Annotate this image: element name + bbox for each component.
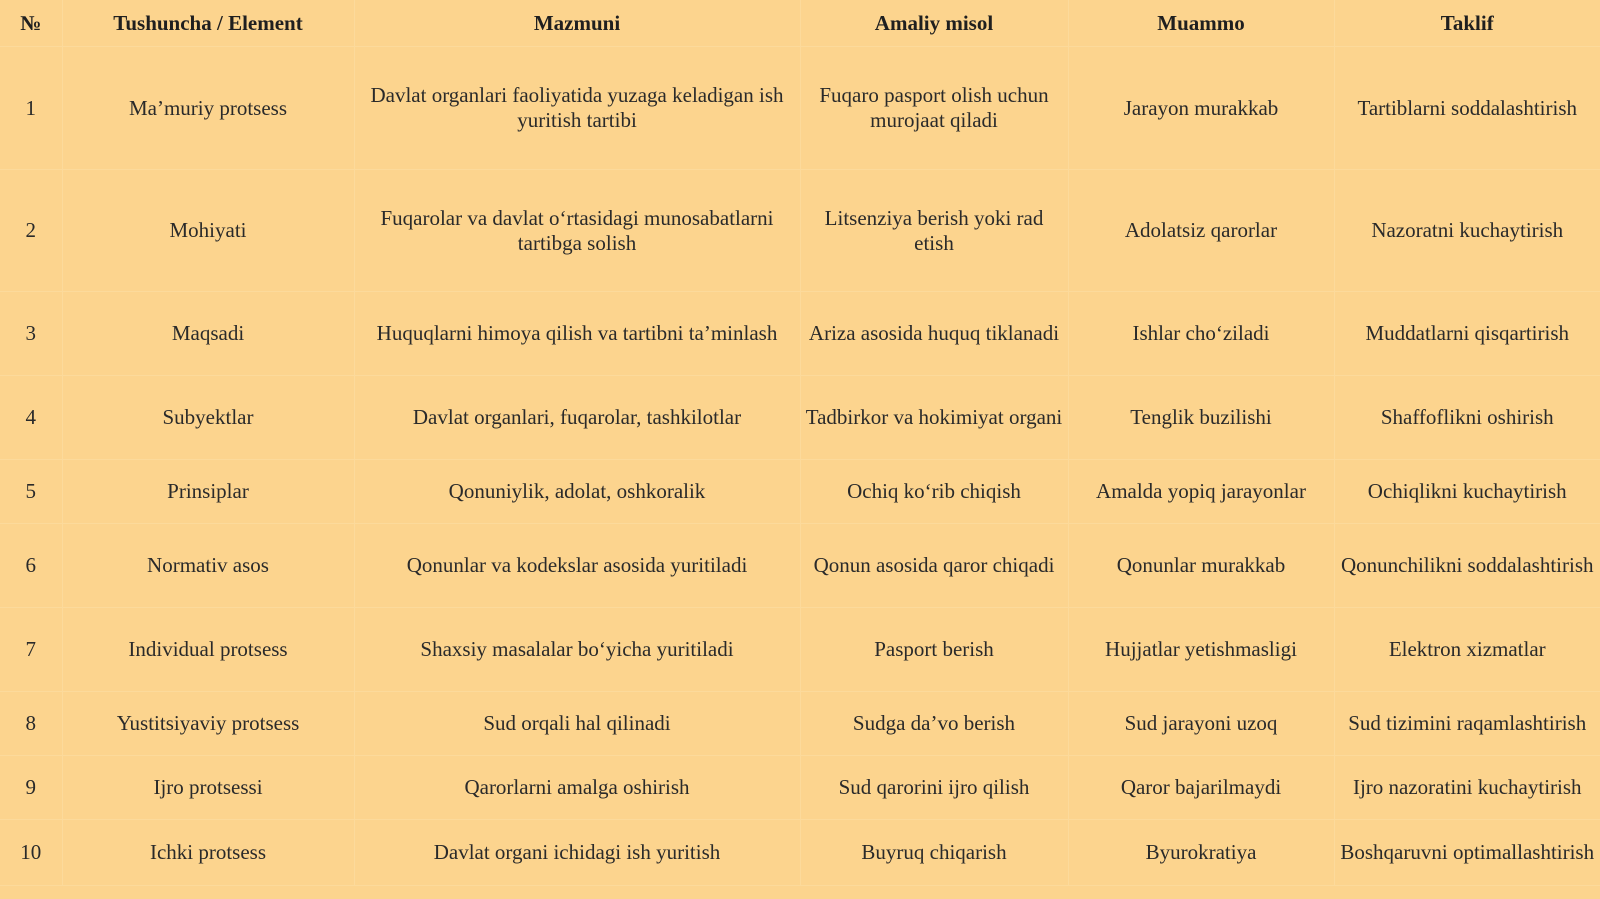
- cell-problem: Hujjatlar yetishmasligi: [1068, 608, 1334, 692]
- column-header-concept: Tushuncha / Element: [62, 0, 354, 47]
- table-row: [0, 692, 1600, 756]
- cell-content: Shaxsiy masalalar bo‘yicha yuritiladi: [354, 608, 800, 692]
- cell-proposal: Muddatlarni qisqartirish: [1334, 292, 1600, 376]
- table-row: [0, 608, 1600, 692]
- cell-number: 6: [0, 524, 62, 608]
- cell-example: Fuqaro pasport olish uchun murojaat qiladi: [800, 47, 1068, 170]
- header-row: [0, 0, 1600, 47]
- cell-content: Sud orqali hal qilinadi: [354, 692, 800, 756]
- cell-content: Huquqlarni himoya qilish va tartibni ta’minlash: [354, 292, 800, 376]
- column-header-example: Amaliy misol: [800, 0, 1068, 47]
- cell-concept: Mohiyati: [62, 170, 354, 292]
- cell-example: Tadbirkor va hokimiyat organi: [800, 376, 1068, 460]
- cell-proposal: Nazoratni kuchaytirish: [1334, 170, 1600, 292]
- cell-proposal: Qonunchilikni soddalashtirish: [1334, 524, 1600, 608]
- cell-content: Davlat organlari faoliyatida yuzaga keladigan ish yuritish tartibi: [354, 47, 800, 170]
- table-row: [0, 524, 1600, 608]
- cell-problem: Adolatsiz qarorlar: [1068, 170, 1334, 292]
- cell-concept: Ma’muriy protsess: [62, 47, 354, 170]
- cell-concept: Ijro protsessi: [62, 756, 354, 820]
- cell-content: Qonuniylik, adolat, oshkoralik: [354, 460, 800, 524]
- cell-number: 3: [0, 292, 62, 376]
- cell-example: Litsenziya berish yoki rad etish: [800, 170, 1068, 292]
- column-header-content: Mazmuni: [354, 0, 800, 47]
- cell-concept: Yustitsiyaviy protsess: [62, 692, 354, 756]
- table-row: [0, 820, 1600, 886]
- column-header-number: №: [0, 0, 62, 47]
- cell-concept: Subyektlar: [62, 376, 354, 460]
- cell-content: Fuqarolar va davlat o‘rtasidagi munosabatlarni tartibga solish: [354, 170, 800, 292]
- cell-number: 7: [0, 608, 62, 692]
- cell-content: Davlat organlari, fuqarolar, tashkilotlar: [354, 376, 800, 460]
- cell-number: 9: [0, 756, 62, 820]
- cell-proposal: Shaffoflikni oshirish: [1334, 376, 1600, 460]
- cell-example: Ariza asosida huquq tiklanadi: [800, 292, 1068, 376]
- cell-proposal: Ijro nazoratini kuchaytirish: [1334, 756, 1600, 820]
- cell-number: 10: [0, 820, 62, 886]
- cell-proposal: Ochiqlikni kuchaytirish: [1334, 460, 1600, 524]
- cell-problem: Sud jarayoni uzoq: [1068, 692, 1334, 756]
- table-row: [0, 460, 1600, 524]
- table-header: [0, 0, 1600, 47]
- cell-concept: Maqsadi: [62, 292, 354, 376]
- table-body: [0, 47, 1600, 886]
- cell-example: Sudga da’vo berish: [800, 692, 1068, 756]
- cell-number: 8: [0, 692, 62, 756]
- cell-problem: Ishlar cho‘ziladi: [1068, 292, 1334, 376]
- cell-example: Pasport berish: [800, 608, 1068, 692]
- cell-problem: Amalda yopiq jarayonlar: [1068, 460, 1334, 524]
- cell-number: 5: [0, 460, 62, 524]
- cell-example: Ochiq ko‘rib chiqish: [800, 460, 1068, 524]
- cell-concept: Individual protsess: [62, 608, 354, 692]
- cell-problem: Qonunlar murakkab: [1068, 524, 1334, 608]
- cell-proposal: Tartiblarni soddalashtirish: [1334, 47, 1600, 170]
- column-header-problem: Muammo: [1068, 0, 1334, 47]
- cell-example: Buyruq chiqarish: [800, 820, 1068, 886]
- table-row: [0, 376, 1600, 460]
- cell-problem: Qaror bajarilmaydi: [1068, 756, 1334, 820]
- cell-concept: Normativ asos: [62, 524, 354, 608]
- cell-proposal: Elektron xizmatlar: [1334, 608, 1600, 692]
- cell-content: Qonunlar va kodekslar asosida yuritiladi: [354, 524, 800, 608]
- cell-concept: Prinsiplar: [62, 460, 354, 524]
- table-row: [0, 170, 1600, 292]
- cell-content: Qarorlarni amalga oshirish: [354, 756, 800, 820]
- column-header-proposal: Taklif: [1334, 0, 1600, 47]
- table-row: [0, 756, 1600, 820]
- cell-problem: Byurokratiya: [1068, 820, 1334, 886]
- cell-number: 1: [0, 47, 62, 170]
- table-row: [0, 47, 1600, 170]
- cell-proposal: Boshqaruvni optimallashtirish: [1334, 820, 1600, 886]
- cell-concept: Ichki protsess: [62, 820, 354, 886]
- cell-example: Sud qarorini ijro qilish: [800, 756, 1068, 820]
- cell-example: Qonun asosida qaror chiqadi: [800, 524, 1068, 608]
- cell-proposal: Sud tizimini raqamlashtirish: [1334, 692, 1600, 756]
- cell-problem: Tenglik buzilishi: [1068, 376, 1334, 460]
- cell-number: 4: [0, 376, 62, 460]
- cell-number: 2: [0, 170, 62, 292]
- cell-problem: Jarayon murakkab: [1068, 47, 1334, 170]
- table-row: [0, 292, 1600, 376]
- cell-content: Davlat organi ichidagi ish yuritish: [354, 820, 800, 886]
